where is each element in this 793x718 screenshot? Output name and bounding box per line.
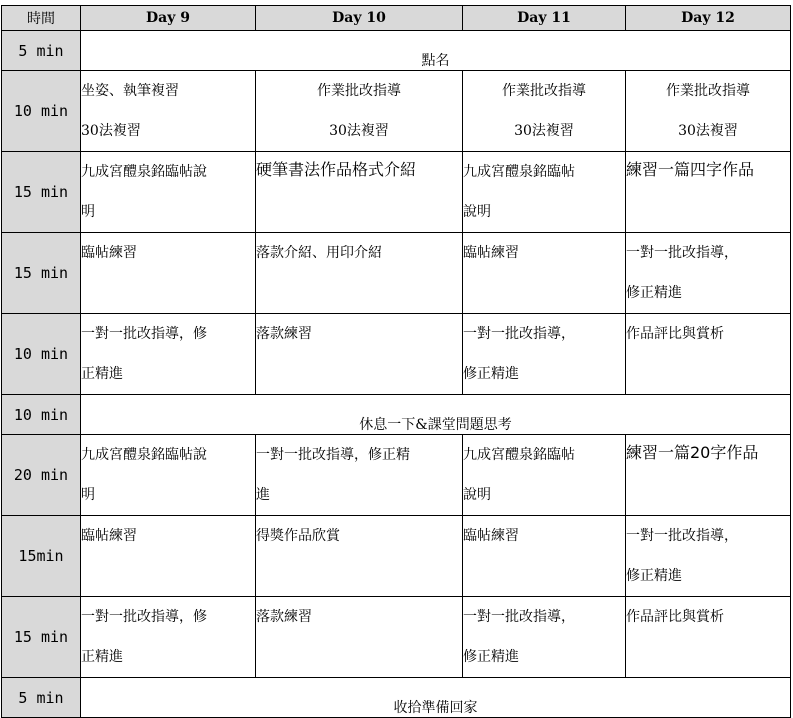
cell-line: 30法複習: [678, 123, 738, 139]
schedule-cell: [626, 71, 791, 152]
header-day-10: Day 10: [256, 6, 463, 31]
cell-line: 作品評比與賞析: [626, 609, 724, 625]
cell-line: 說明: [463, 487, 491, 503]
cell-line: 落款練習: [256, 326, 312, 342]
cell-line: 練習一篇20字作品: [626, 443, 759, 462]
schedule-cell: [463, 314, 626, 395]
cell-line: 正精進: [81, 366, 123, 382]
time-cell: 10 min: [2, 71, 81, 152]
cell-line: 30法複習: [329, 123, 389, 139]
table-row: [2, 597, 791, 678]
time-cell: 15 min: [2, 597, 81, 678]
cell-line: 九成宮醴泉銘臨帖: [463, 164, 575, 180]
schedule-cell: [81, 516, 256, 597]
table-row: [2, 152, 791, 233]
schedule-cell: [626, 516, 791, 597]
cell-line: 作業批改指導: [502, 83, 586, 99]
time-cell: 5 min: [2, 31, 81, 71]
cell-line: 明: [81, 204, 95, 220]
schedule-cell: [463, 71, 626, 152]
table-row: [2, 71, 791, 152]
time-cell: 20 min: [2, 435, 81, 516]
cell-line: 30法複習: [514, 123, 574, 139]
schedule-cell: [463, 152, 626, 233]
table-row: [2, 31, 791, 71]
time-cell: 15 min: [2, 233, 81, 314]
full-row-cell: 點名: [81, 31, 791, 71]
schedule-cell: [81, 597, 256, 678]
cell-line: 一對一批改指導，修: [81, 609, 207, 625]
header-day-11: Day 11: [463, 6, 626, 31]
table-row: [2, 516, 791, 597]
time-cell: 10 min: [2, 314, 81, 395]
schedule-cell: [463, 233, 626, 314]
cell-line: 修正精進: [463, 366, 519, 382]
cell-line: 一對一批改指導，修: [81, 326, 207, 342]
schedule-cell: [256, 71, 463, 152]
cell-line: 臨帖練習: [463, 528, 519, 544]
schedule-table: [1, 5, 791, 718]
header-time: 時間: [2, 6, 81, 31]
time-cell: 15min: [2, 516, 81, 597]
schedule-cell: [626, 597, 791, 678]
schedule-cell: [256, 233, 463, 314]
cell-line: 說明: [463, 204, 491, 220]
full-row-cell: 休息一下&課堂問題思考: [81, 395, 791, 435]
schedule-cell: [81, 435, 256, 516]
cell-line: 落款介紹、用印介紹: [256, 245, 382, 261]
cell-line: 九成宮醴泉銘臨帖說: [81, 447, 207, 463]
header-row: [2, 6, 791, 31]
cell-line: 明: [81, 487, 95, 503]
cell-line: 一對一批改指導，: [463, 326, 575, 342]
cell-line: 臨帖練習: [81, 245, 137, 261]
cell-line: 九成宮醴泉銘臨帖說: [81, 164, 207, 180]
cell-line: 一對一批改指導，: [626, 245, 738, 261]
time-cell: 5 min: [2, 678, 81, 718]
cell-line: 臨帖練習: [463, 245, 519, 261]
cell-line: 坐姿、執筆複習: [81, 83, 179, 99]
table-row: [2, 314, 791, 395]
cell-line: 進: [256, 487, 270, 503]
schedule-cell: [81, 152, 256, 233]
table-row: [2, 678, 791, 718]
schedule-cell: [463, 516, 626, 597]
cell-line: 一對一批改指導，: [626, 528, 738, 544]
table-row: [2, 435, 791, 516]
cell-line: 修正精進: [626, 285, 682, 301]
cell-line: 30法複習: [81, 123, 141, 139]
schedule-cell: [256, 597, 463, 678]
full-row-cell: 收拾準備回家: [81, 678, 791, 718]
table-row: [2, 395, 791, 435]
cell-line: 作業批改指導: [317, 83, 401, 99]
cell-line: 作品評比與賞析: [626, 326, 724, 342]
cell-line: 臨帖練習: [81, 528, 137, 544]
header-day-12: Day 12: [626, 6, 791, 31]
schedule-cell: [81, 233, 256, 314]
cell-line: 修正精進: [626, 568, 682, 584]
cell-line: 練習一篇四字作品: [626, 160, 755, 179]
schedule-cell: [463, 435, 626, 516]
cell-line: 硬筆書法作品格式介紹: [256, 160, 417, 179]
time-cell: 10 min: [2, 395, 81, 435]
schedule-cell: [81, 71, 256, 152]
cell-line: 修正精進: [463, 649, 519, 665]
schedule-cell: [626, 435, 791, 516]
schedule-cell: [256, 516, 463, 597]
schedule-cell: [626, 233, 791, 314]
schedule-cell: [256, 152, 463, 233]
time-cell: 15 min: [2, 152, 81, 233]
cell-line: 一對一批改指導，: [463, 609, 575, 625]
cell-line: 作業批改指導: [666, 83, 750, 99]
schedule-cell: [256, 435, 463, 516]
cell-line: 落款練習: [256, 609, 312, 625]
cell-line: 九成宮醴泉銘臨帖: [463, 447, 575, 463]
cell-line: 正精進: [81, 649, 123, 665]
schedule-cell: [256, 314, 463, 395]
header-day-9: Day 9: [81, 6, 256, 31]
cell-line: 得獎作品欣賞: [256, 528, 340, 544]
cell-line: 一對一批改指導，修正精: [256, 447, 410, 463]
schedule-cell: [463, 597, 626, 678]
schedule-cell: [81, 314, 256, 395]
schedule-cell: [626, 152, 791, 233]
schedule-cell: [626, 314, 791, 395]
table-row: [2, 233, 791, 314]
